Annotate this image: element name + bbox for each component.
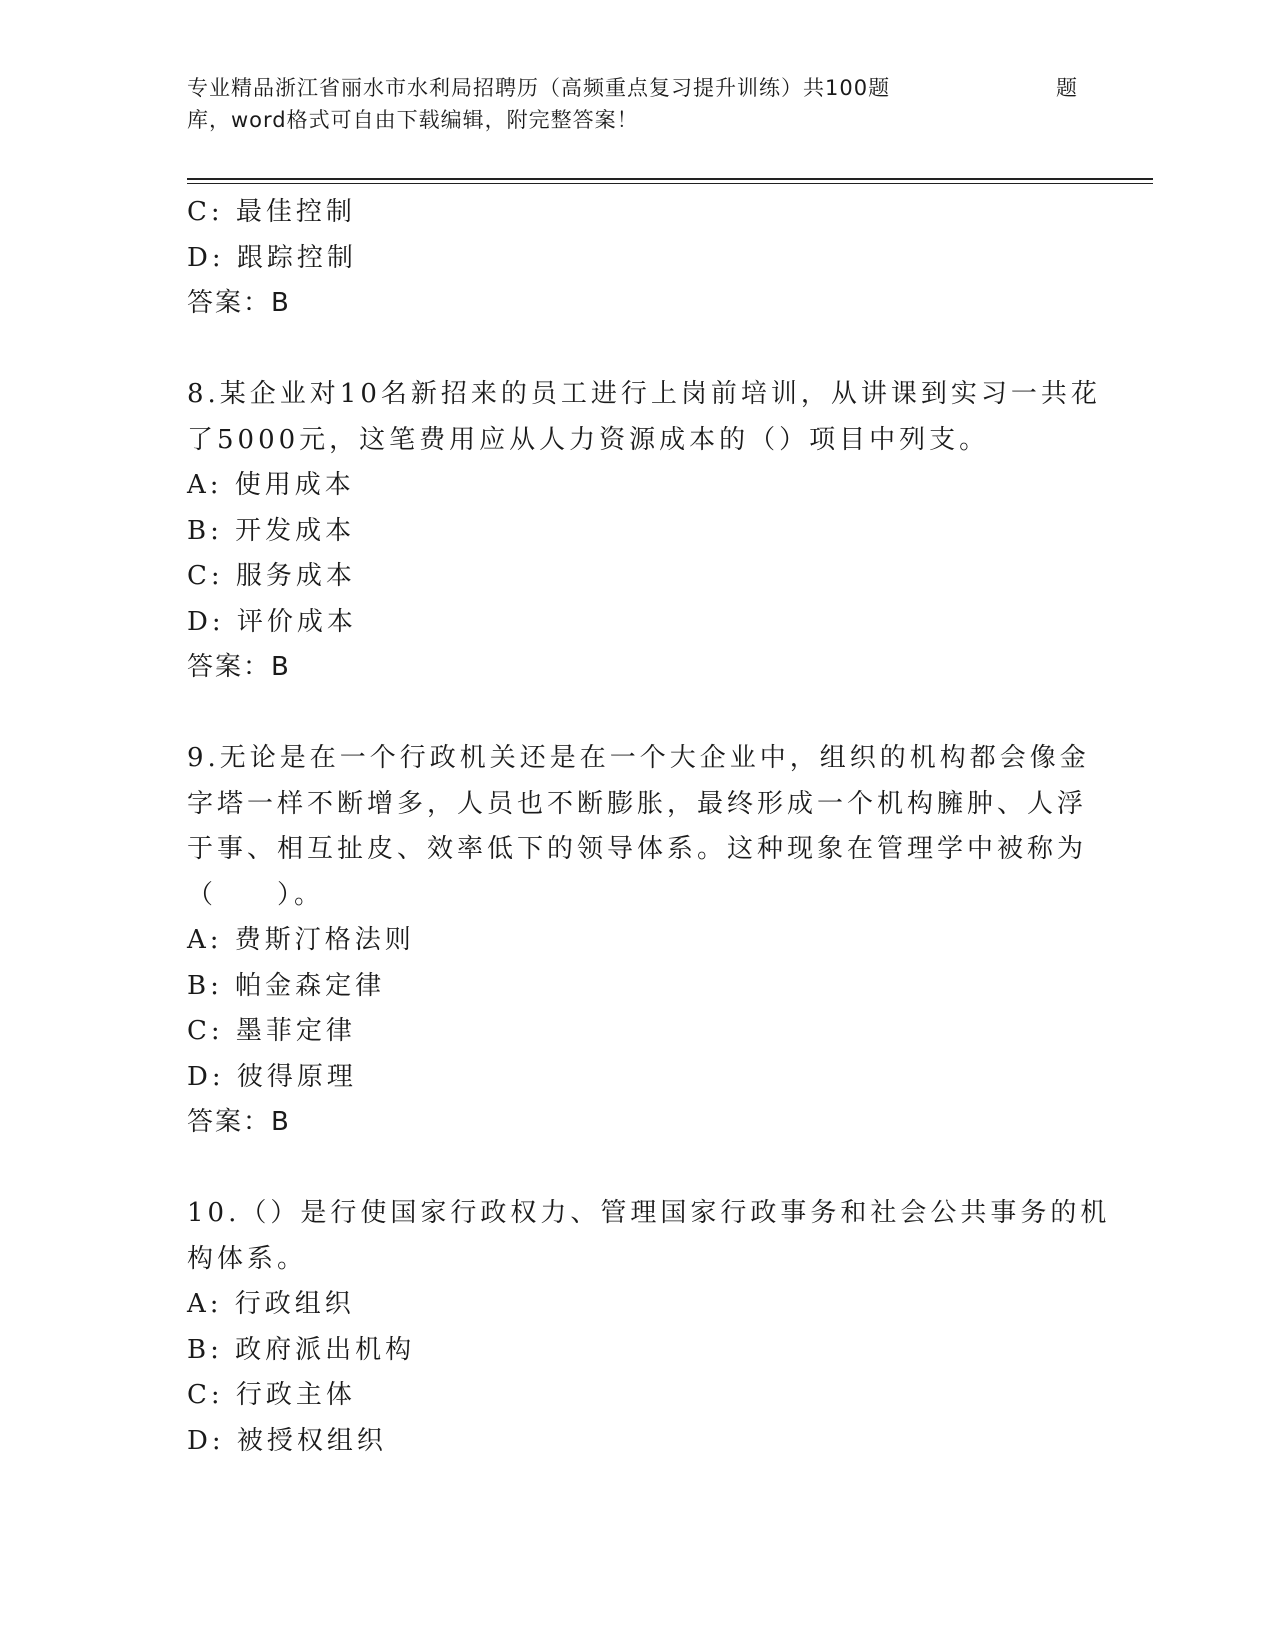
header-title-tail: 题: [1056, 76, 1078, 100]
question-line: 了5000元，这笔费用应从人力资源成本的（）项目中列支。: [187, 424, 990, 455]
answer-line: 答案：B: [187, 288, 291, 318]
option-line: C: 服务成本: [187, 561, 356, 591]
block-gap: [187, 327, 1087, 373]
block-gap: [187, 1146, 1087, 1192]
option-line: A: 费斯汀格法则: [187, 925, 415, 955]
option-line: B: 帕金森定律: [187, 970, 386, 1001]
question-line: 于事、相互扯皮、效率低下的领导体系。这种现象在管理学中被称为: [187, 834, 1088, 864]
header-title: 专业精品浙江省丽水市水利局招聘历（高频重点复习提升训练）共100题: [187, 76, 891, 100]
option-line: C: 最佳控制: [187, 197, 356, 227]
question-line: 9.无论是在一个行政机关还是在一个大企业中，组织的机构都会像金: [187, 743, 1090, 773]
option-line: D: 彼得原理: [187, 1061, 357, 1092]
answer-line: 答案：B: [187, 1107, 291, 1137]
header-rule-thin: [187, 183, 1153, 184]
option-line: D: 跟踪控制: [187, 242, 357, 273]
option-line: C: 行政主体: [187, 1380, 356, 1410]
question-line: 10.（）是行使国家行政权力、管理国家行政事务和社会公共事务的机: [187, 1198, 1111, 1228]
option-line: A: 使用成本: [187, 470, 355, 500]
header-line-2: 库，word格式可自由下载编辑，附完整答案！: [187, 108, 639, 132]
answer-line: 答案：B: [187, 652, 291, 682]
option-line: D: 评价成本: [187, 606, 357, 637]
question-line: 字塔一样不断增多，人员也不断膨胀，最终形成一个机构臃肿、人浮: [187, 788, 1088, 819]
question-content: [187, 190, 1111, 1464]
option-line: A: 行政组织: [187, 1289, 355, 1319]
header-line-1: [187, 72, 1087, 104]
block-gap: [187, 691, 1087, 737]
question-line: 构体系。: [187, 1243, 308, 1274]
header-rule: [187, 178, 1153, 180]
option-line: C: 墨菲定律: [187, 1016, 356, 1046]
document-header: [187, 72, 1087, 136]
question-line: （ ）。: [187, 879, 325, 910]
option-line: B: 开发成本: [187, 515, 356, 546]
option-line: B: 政府派出机构: [187, 1334, 416, 1365]
question-line: 8.某企业对10名新招来的员工进行上岗前培训，从讲课到实习一共花: [187, 379, 1101, 409]
option-line: D: 被授权组织: [187, 1425, 387, 1456]
